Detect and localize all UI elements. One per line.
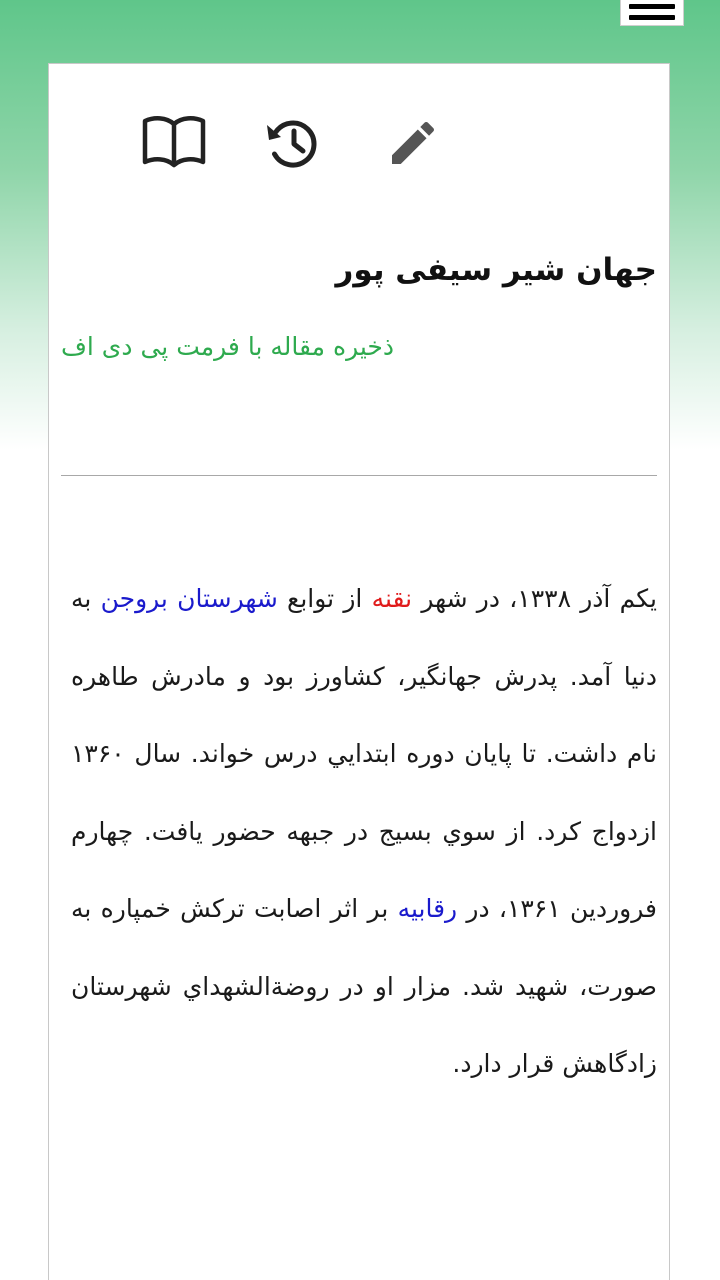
page-title: جهان شیر سیفی پور (335, 252, 657, 288)
open-book-icon[interactable] (142, 114, 206, 168)
article-card (48, 63, 670, 1280)
body-text: بر اثر اصابت ترکش خمپاره به صورت، شهید شد. مزار او در روضةالشهداي شهرستان زادگاهش قرار دارد. (71, 894, 657, 1078)
menu-button[interactable] (620, 0, 684, 26)
hamburger-menu-icon-bar (629, 15, 675, 20)
body-text: یکم آذر ۱۳۳۸، در شهر (412, 584, 657, 613)
save-pdf-link[interactable]: ذخیره مقاله با فرمت پی دی اف (61, 332, 394, 361)
body-text: به دنیا آمد. پدرش جهانگیر، کشاورز بود و مادرش طاهره نام داشت. تا پایان دوره ابتدایي درس خواند. سال ۱۳۶۰ ازدواج کرد. از سوي بسیج در جبهه حضور یافت. چهارم فروردین ۱۳۶۱، در (71, 584, 657, 923)
pencil-icon[interactable] (385, 115, 441, 171)
divider (61, 475, 657, 476)
article-body (71, 560, 657, 1103)
link-naghneh[interactable]: نقنه (371, 584, 413, 613)
link-borujen[interactable]: شهرستان بروجن (100, 584, 278, 613)
hamburger-menu-icon (629, 4, 675, 9)
link-reghabieh[interactable]: رقابیه (397, 894, 458, 923)
body-text: از توابع (277, 584, 372, 613)
history-icon[interactable] (266, 115, 320, 169)
